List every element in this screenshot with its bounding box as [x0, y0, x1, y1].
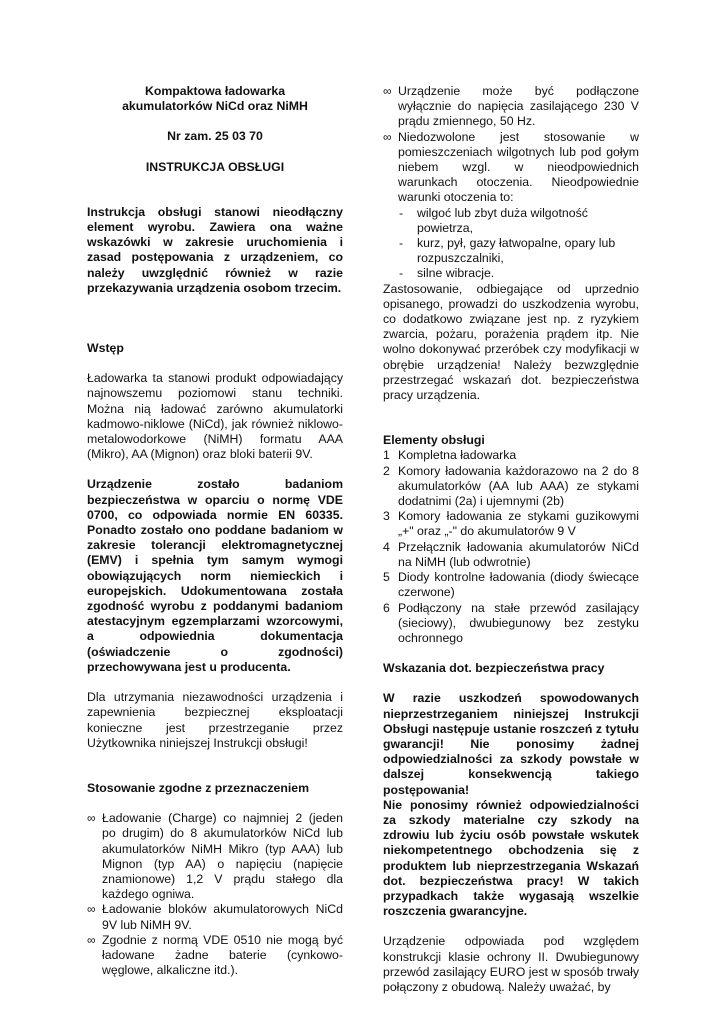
section-heading-wskazania: Wskazania dot. bezpieczeństwa pracy [383, 661, 605, 676]
stosowanie-closing: Zastosowanie, odbiegające od uprzednio opisanego, prowadzi do uszkodzenia wyrobu, co dodatkowo związane jest np. z ryzykiem zwarcia, pożaru, porażenia prądem itp. Nie wolno dokonywać przeróbek czy modyfikacji w obrębie urządzenia! Należy bezwzględnie przestrzegać wskazań dot. bezpieczeństwa pracy urządzenia. [383, 281, 639, 403]
section-heading-elementy: Elementy obsługi [383, 433, 485, 448]
title-line-1: Kompaktowa ładowarka [144, 84, 286, 98]
infinity-bullet-icon: ∞ [383, 129, 392, 144]
sub-list-item: - kurz, pył, gazy łatwopalne, opary lub rozpuszczalniki, [399, 236, 616, 266]
list-item: ∞ Ładowanie (Charge) co najmniej 2 (jeden po drugim) do 8 akumulatorków NiCd lub akumulatorków NiMH Mikro (typ AAA) lub Mignon (typ AA) o napięciu (napięcie znamionowe) 1,2 V prądu stałego dla każdego ogniwa. [87, 811, 343, 902]
title-line-2: akumulatorków NiCd oraz NiMH [122, 99, 308, 114]
left-column [87, 84, 343, 978]
wstep-paragraph-1: Ładowarka ta stanowi produkt odpowiadający najnowszemu poziomowi stanu techniki. Można nią ładować zarówno akumulatorki kadmowo-niklowe (NiCd), jak również niklowo-metalowodorkowe (NiMH) formatu AAA (Mikro), AA (Mignon) oraz bloki baterii 9V. [87, 371, 343, 462]
list-item: ∞ Niedozwolone jest stosowanie w pomieszczeniach wilgotnych lub pod gołym niebem wzgl. w nieodpowiednich warunkach otoczenia. Nieodpowiednie warunki otoczenia to: [383, 129, 639, 205]
list-item: 1 Kompletna ładowarka [383, 448, 517, 463]
sub-list-item: - silne wibracje. [399, 266, 495, 281]
list-item: 5 Diody kontrolne ładowania (diody świecące czerwone) [383, 570, 639, 600]
sub-list-item: - wilgoć lub zbyt duża wilgotność powietrza, [399, 205, 588, 235]
wskazania-warning-1: W razie uszkodzeń spowodowanych nieprzestrzeganiem niniejszej Instrukcji Obsługi następuje ustanie roszczeń z tytułu gwarancji! Nie ponosimy żadnej odpowiedzialności za szkody powstałe w dalszej konsekwencją takiego postępowania! [383, 691, 639, 797]
list-item: 2 Komory ładowania każdorazowo na 2 do 8 akumulatorków (AA lub AAA) ze stykami dodatnimi (2a) i ujemnymi (2b) [383, 463, 639, 509]
list-item: ∞ Urządzenie może być podłączone wyłącznie do napięcia zasilającego 230 V prądu zmiennego, 50 Hz. [383, 84, 639, 129]
wskazania-warning-2: Nie ponosimy również odpowiedzialności za szkody materialne czy szkody na zdrowiu lub życiu osób powstałe wskutek niekompetentnego obchodzenia się z produktem lub nieprzestrzegania Wskazań dot. bezpieczeństwa pracy! W takich przypadkach także wygasają wszelkie roszczenia gwarancyjne. [383, 797, 639, 919]
infinity-bullet-icon: ∞ [87, 932, 96, 947]
list-item: 6 Podłączony na stałe przewód zasilający (sieciowy), dwubiegunowy bez zestyku ochronnego [383, 600, 639, 645]
infinity-bullet-icon: ∞ [383, 84, 392, 98]
right-column [383, 84, 639, 995]
document-title: INSTRUKCJA OBSŁUGI [145, 159, 285, 174]
order-number: Nr zam. 25 03 70 [167, 129, 263, 144]
list-item: ∞ Ładowanie bloków akumulatorowych NiCd 9V lub NiMH 9V. [87, 902, 343, 932]
section-heading-wstep: Wstęp [87, 341, 124, 356]
list-item: 3 Komory ładowania ze stykami guzikowymi „+" oraz „-" do akumulatorów 9 V [383, 509, 639, 539]
dash-bullet-icon: - [399, 266, 404, 281]
dash-bullet-icon: - [399, 205, 404, 220]
wstep-paragraph-2: Urządzenie zostało badaniom bezpieczeństwa w oparciu o normę VDE 0700, co odpowiada normie EN 60335. Ponadto zostało ono poddane badaniom w zakresie tolerancji elektromagnetycznej (EMV) i spełnia tym samym wymogi obowiązujących norm niemieckich i europejskich. Udokumentowana została zgodność wyrobu z poddanymi badaniom atestacyjnym egzemplarzami wzorcowymi, a odpowiednia dokumentacja (oświadczenie o zgodności) przechowywana jest u producenta. [87, 477, 343, 674]
dash-bullet-icon: - [399, 236, 404, 251]
infinity-bullet-icon: ∞ [87, 902, 96, 917]
intro-paragraph: Instrukcja obsługi stanowi nieodłączny element wyrobu. Zawiera ona ważne wskazówki w zakresie uruchomienia i zasad postępowania z urządzeniem, co należy uwzględnić również w razie przekazywania urządzenia osobom trzecim. [87, 204, 343, 295]
infinity-bullet-icon: ∞ [87, 811, 96, 826]
list-item: 4 Przełącznik ładowania akumulatorów NiCd na NiMH (lub odwrotnie) [383, 539, 639, 569]
list-item: ∞ Zgodnie z normą VDE 0510 nie mogą być ładowane żadne baterie (cynkowo-węglowe, alkaliczne itd.). [87, 932, 343, 978]
wskazania-paragraph-1: Urządzenie odpowiada pod względem konstrukcji klasie ochrony II. Dwubiegunowy przewód zasilający EURO jest w sposób trwały połączony z obudową. Należy uważać, by [383, 934, 639, 994]
section-heading-stosowanie: Stosowanie zgodne z przeznaczeniem [87, 780, 310, 795]
wstep-paragraph-3: Dla utrzymania niezawodności urządzenia i zapewnienia bezpiecznej eksploatacji konieczne jest przestrzeganie przez Użytkownika niniejszej Instrukcji obsługi! [87, 690, 343, 750]
